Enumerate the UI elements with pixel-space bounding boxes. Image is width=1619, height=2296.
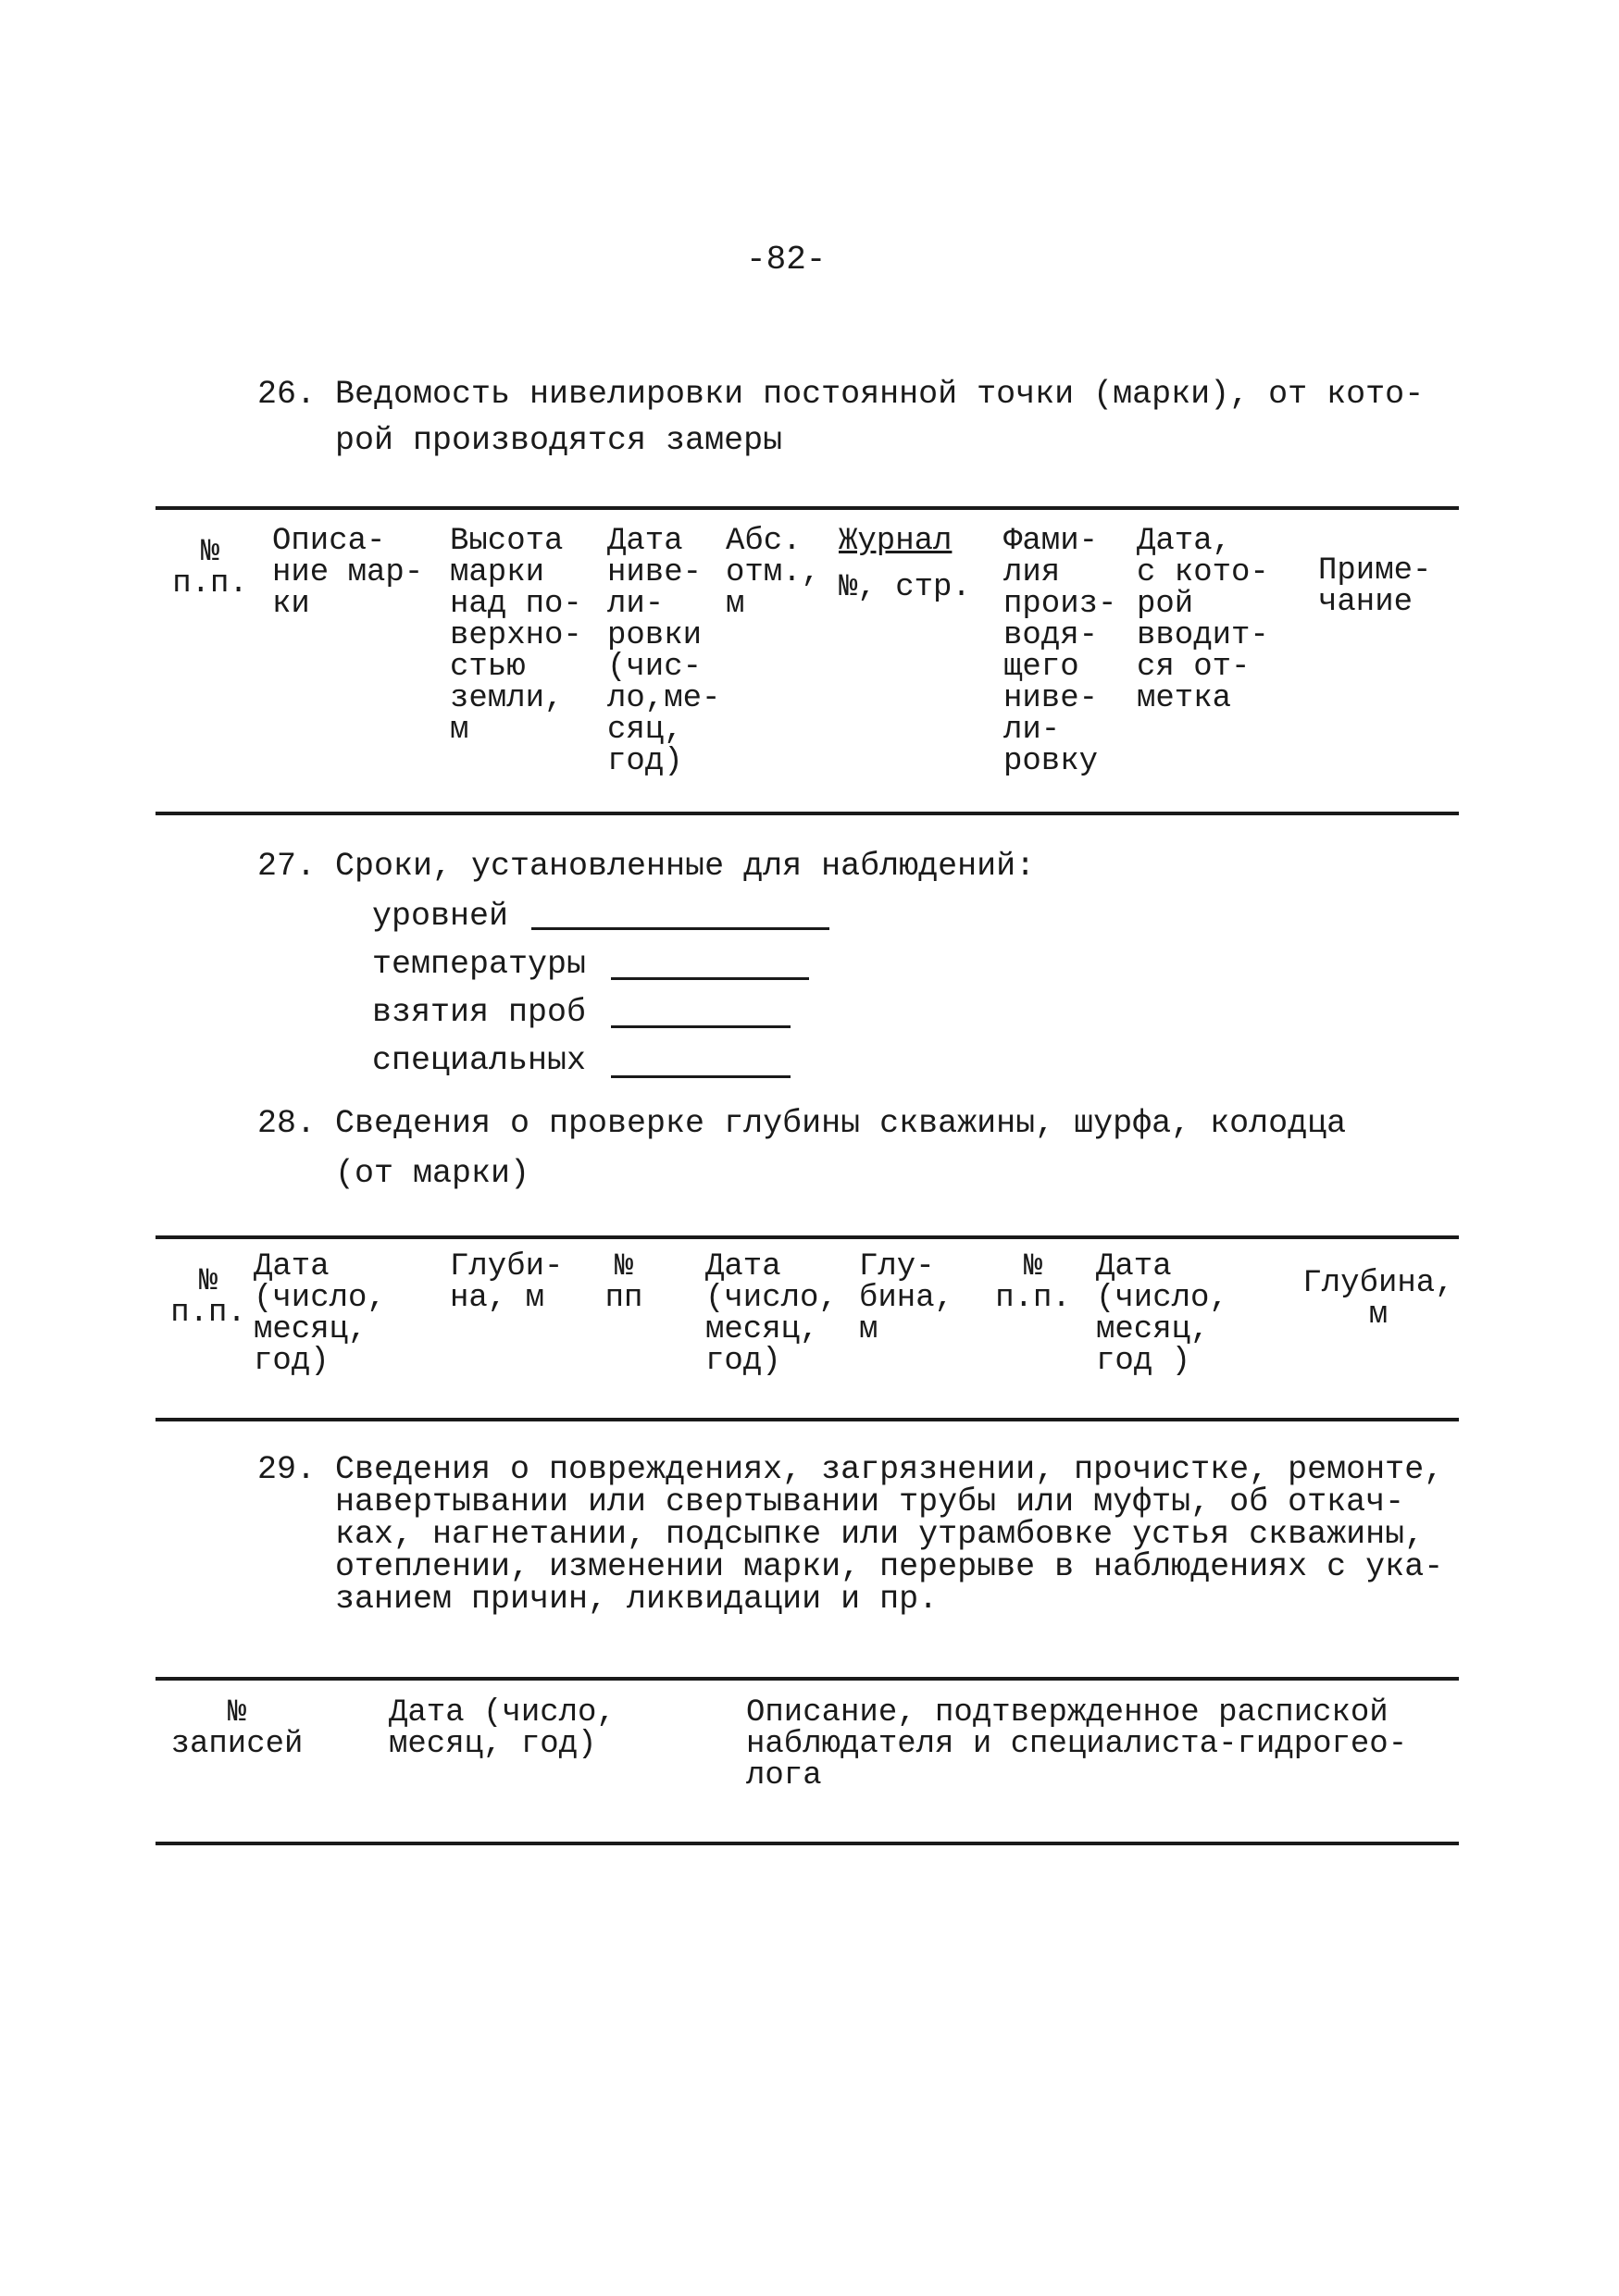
s29-line-1: Сведения о повреждениях, загрязнении, прочистке, ремонте, <box>335 1451 1444 1488</box>
section-27-number: 27. <box>257 848 317 885</box>
s27-item-levels: уровней <box>372 898 509 935</box>
s29-line-4: отеплении, изменении марки, перерыве в наблюдениях с ука- <box>335 1548 1444 1585</box>
t29-col-desc: Описание, подтвержденное распиской наблюдателя и специалиста-гидрогео- лога <box>746 1695 1408 1793</box>
table-26-bottom-rule <box>156 812 1459 815</box>
section-28-title-line2: (от марки) <box>335 1155 530 1192</box>
s29-line-5: занием причин, ликвидации и пр. <box>335 1581 939 1618</box>
s27-blank-temperature <box>611 977 809 980</box>
t26-col-surname: Фами- лия произ- водя- щего ниве- ли- ровку <box>1003 524 1117 779</box>
section-29-number: 29. <box>257 1451 317 1488</box>
section-26-number: 26. <box>257 376 317 413</box>
t28-col-date2: Дата (число, месяц, год) <box>705 1249 838 1379</box>
t28-col-num1: № п.п. <box>170 1264 246 1331</box>
table-28-top-rule <box>156 1235 1459 1239</box>
table-29-bottom-rule <box>156 1842 1459 1845</box>
table-29-top-rule <box>156 1677 1459 1681</box>
t28-col-date1: Дата (число, месяц, год) <box>254 1249 386 1379</box>
t28-col-date3: Дата (число, месяц, год ) <box>1096 1249 1228 1379</box>
s29-line-3: ках, нагнетании, подсыпке или утрамбовке устья скважины, <box>335 1516 1425 1553</box>
s27-item-special: специальных <box>372 1042 587 1079</box>
s27-blank-samples <box>611 1025 791 1028</box>
s27-item-temperature: температуры <box>372 946 587 983</box>
t28-col-num2: № пп <box>604 1249 643 1316</box>
table-26-top-rule <box>156 506 1459 510</box>
t26-col-journal-sub: №, стр. <box>839 570 971 605</box>
t26-col-num: № п.п. <box>172 535 248 602</box>
t26-col-journal-title: Журнал <box>839 524 953 559</box>
t26-col-note: Приме- чание <box>1318 553 1432 620</box>
s29-line-2: навертывании или свертывании трубы или муфты, об откач- <box>335 1483 1405 1520</box>
t28-col-depth2: Глу- бина, м <box>859 1249 954 1347</box>
t26-col-abs: Абс. отм., м <box>726 524 821 622</box>
t28-col-num3: № п.п. <box>995 1249 1071 1316</box>
t29-col-num: № записей <box>170 1695 304 1762</box>
s27-blank-special <box>611 1075 791 1078</box>
s27-blank-levels <box>531 927 829 930</box>
t28-col-depth1: Глуби- на, м <box>450 1249 564 1316</box>
t26-col-height: Высота марки над по- верхно- стью земли, м <box>450 524 582 748</box>
t26-col-date-from: Дата, с кото- рой вводит- ся от- метка <box>1137 524 1269 716</box>
t28-col-depth3: Глубина, м <box>1302 1266 1454 1333</box>
section-27-title: Сроки, установленные для наблюдений: <box>335 848 1036 885</box>
s27-item-samples: взятия проб <box>372 994 587 1031</box>
table-28-bottom-rule <box>156 1418 1459 1421</box>
section-28-number: 28. <box>257 1105 317 1142</box>
t26-col-desc: Описа- ние мар- ки <box>272 524 424 622</box>
t26-col-date: Дата ниве- ли- ровки (чис- ло,ме- сяц, год) <box>607 524 721 779</box>
section-28-title-line1: Сведения о проверке глубины скважины, шурфа, колодца <box>335 1105 1347 1142</box>
page-number: -82- <box>746 241 827 279</box>
section-26-title-line1: Ведомость нивелировки постоянной точки (марки), от кото- <box>335 376 1425 413</box>
section-26-title-line2: рой производятся замеры <box>335 422 783 459</box>
t29-col-date: Дата (число, месяц, год) <box>389 1695 616 1762</box>
